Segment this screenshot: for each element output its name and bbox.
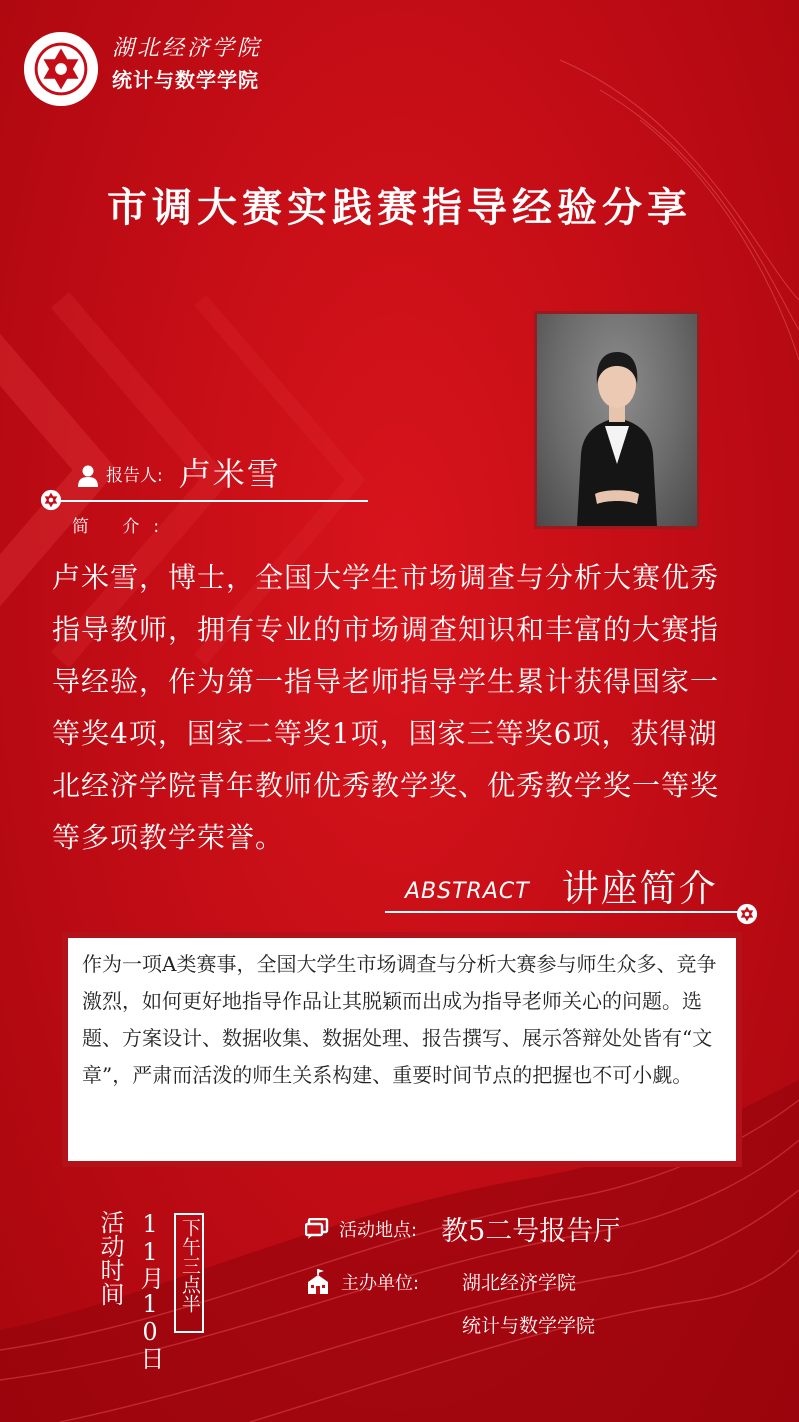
event-date: 11月10日 [136,1210,164,1370]
person-icon [78,465,98,487]
speaker-bio: 卢米雪，博士，全国大学生市场调查与分析大赛优秀指导教师，拥有专业的市场调查知识和丰富的大赛指导经验，作为第一指导老师指导学生累计获得国家一等奖4项，国家二等奖1项，国家三等奖6项，获得湖北经济学院青年教师优秀教学奖、优秀教学奖一等奖等多项教学荣誉。 [52,561,720,854]
abstract-label-en: ABSTRACT [405,879,530,904]
host-value-2: 统计与数学学院 [462,1315,596,1337]
reporter-row [78,455,281,495]
location-value: 教5二号报告厅 [441,1216,621,1247]
department-name: 统计与数学学院 [112,68,259,92]
page-title: 市调大赛实践赛指导经验分享 [107,185,692,231]
star-emblem-icon [40,489,62,511]
reporter-label: 报告人: [106,466,163,486]
abstract-header [405,862,718,912]
location-label: 活动地点: [339,1219,418,1241]
host-row [305,1268,419,1296]
host-value-1: 湖北经济学院 [462,1272,577,1294]
speaker-silhouette [537,314,697,526]
speaker-photo [534,311,700,529]
event-time-label: 活动时间 [96,1210,124,1306]
abstract-text: 作为一项A类赛事，全国大学生市场调查与分析大赛参与师生众多、竞争激烈，如何更好地指导作品让其脱颖而出成为指导老师关心的问题。选题、方案设计、数据收集、数据处理、报告撰写、展示答辩处处皆有“文章”，严肃而活泼的师生关系构建、重要时间节点的把握也不可小觑。 [82,952,717,1087]
school-logo [22,30,100,108]
intro-label: 简 介: [72,517,174,537]
chat-bubble-icon [305,1218,329,1240]
event-time: 下午三点半 [179,1218,201,1313]
star-emblem-icon [736,903,758,925]
host-label: 主办单位: [341,1273,420,1294]
school-name [112,38,262,90]
abstract-label-cn: 讲座简介 [561,867,718,910]
reporter-name: 卢米雪 [178,455,281,493]
abstract-box [62,932,742,1167]
abstract-underline [385,911,740,913]
school-building-icon [305,1268,331,1296]
school-calligraphy: 湖北经济学院 [112,36,263,61]
reporter-underline [58,500,368,502]
location-row [305,1209,620,1248]
event-time-box [174,1213,204,1333]
